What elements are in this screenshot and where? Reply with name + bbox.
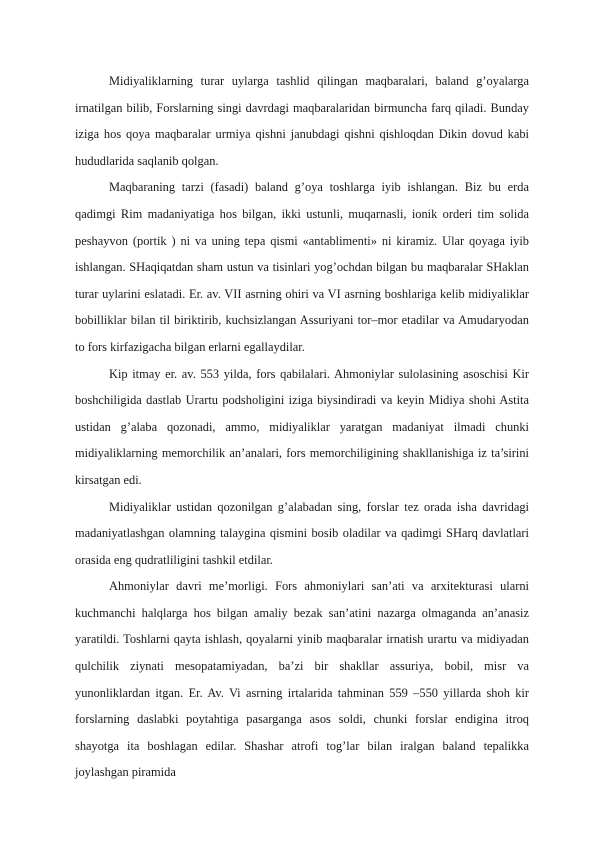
- paragraph: Ahmoniylar davri me’morligi. Fors ahmoniylari san’ati va arxitekturasi ularni kuchmanchi halqlarga hos bilgan amaliy bezak san’atini nazarga olmaganda an’anasiz yaratildi. Toshlarni qayta ishlash, qoyalarni yinib maqbaralar irnatish urartu va midiyadan qulchilik ziynati mesopatamiyadan, ba’zi bir shakllar assuriya, bobil, misr va yunonliklardan itgan. Er. Av. Vi asrning irtalarida tahminan 559 –550 yillarda shoh kir forslarning daslabki poytahtiga pasarganga asos soldi, chunki forslar endigina itroq shayotga ita boshlagan edilar. Shashar atrofi tog’lar bilan iralgan baland tepalikka joylashgan piramida: [75, 579, 529, 780]
- paragraph: Midiyaliklarning turar uylarga tashlid qilingan maqbaralari, baland g’oyalarga irnatilgan bilib, Forslarning singi davrdagi maqbaralaridan birmuncha farq qiladi. Bunday iziga hos qoya maqbaralar urmiya qishni janubdagi qishni qishloqdan Dikin dovud kabi hududlarida saqlanib qolgan.: [75, 74, 529, 168]
- paragraph: Midiyaliklar ustidan qozonilgan g’alabadan sing, forslar tez orada isha davridagi madaniyatlashgan olamning talaygina qismini bosib oladilar va qadimgi SHarq davlatlari orasida eng qudratliligini tashkil etdilar.: [75, 499, 529, 567]
- document-page: [75, 68, 529, 786]
- paragraph: Kip itmay er. av. 553 yilda, fors qabilalari. Ahmoniylar sulolasining asoschisi Kir boshchiligida dastlab Urartu podsholigini iziga biysindiradi va keyin Midiya shohi Astita ustidan g’alaba qozonadi, ammo, midiyaliklar yaratgan madaniyat ilmadi chunki midiyaliklarning memorchilik an’analari, fors memorchiligining shakllanishiga iz ta’sirini kirsatgan edi.: [75, 366, 529, 487]
- paragraph: Maqbaraning tarzi (fasadi) baland g’oya toshlarga iyib ishlangan. Biz bu erda qadimgi Rim madaniyatiga hos bilgan, ikki ustunli, muqarnasli, ionik orderi tim solida peshayvon (portik ) ni va uning tepa qismi «antablimenti» ni kiramiz. Ular qoyaga iyib ishlangan. SHaqiqatdan sham ustun va tisinlari yog’ochdan bilgan bu maqbaralar SHaklan turar uylarini eslatadi. Er. av. VII asrning ohiri va VI asrning boshlariga kelib midiyaliklar bobilliklar bilan til biriktirib, kuchsizlangan Assuriyani tor–mor etadilar va Amudaryodan to fors kirfazigacha bilgan erlarni egallaydilar.: [75, 180, 529, 354]
